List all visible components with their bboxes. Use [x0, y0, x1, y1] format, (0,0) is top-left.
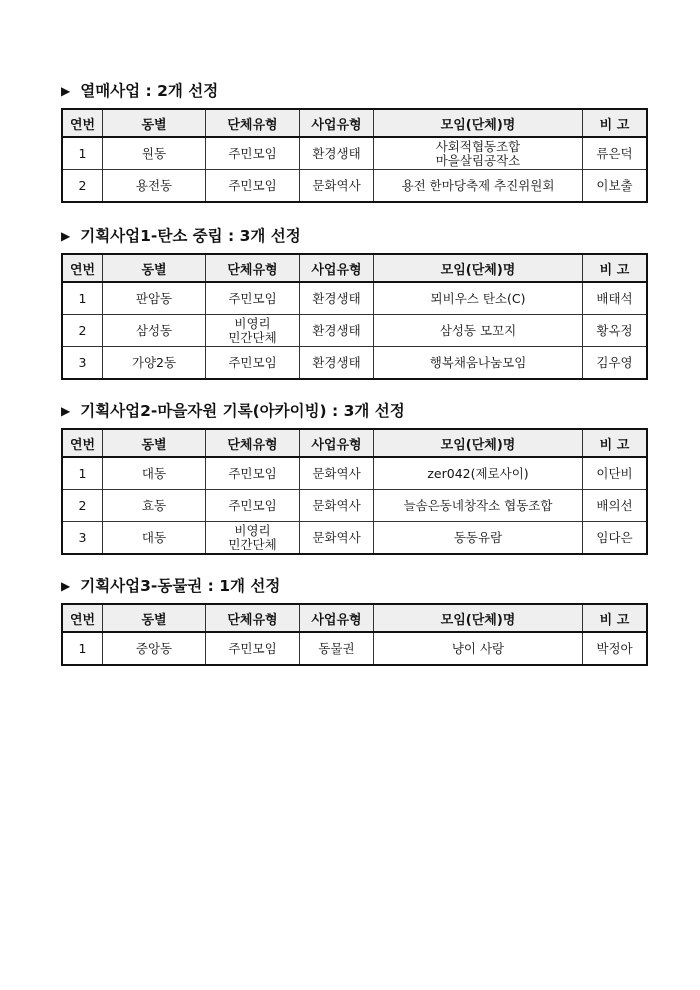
col-business-type-cell: 환경생태 — [300, 137, 374, 170]
table-row — [62, 282, 647, 315]
selection-table — [61, 603, 648, 666]
table-row — [62, 490, 647, 522]
col-group-type-line: 비영리 — [234, 522, 271, 538]
col-number-cell: 3 — [62, 522, 103, 555]
table-row — [62, 315, 647, 347]
col-note-cell: 배의선 — [583, 490, 648, 522]
col-group-type-header: 단체유형 — [206, 429, 300, 457]
table-row — [62, 522, 647, 555]
col-group-name-cell — [374, 457, 583, 490]
col-group-name-cell — [374, 522, 583, 555]
col-business-type-cell: 문화역사 — [300, 457, 374, 490]
col-group-type-line: 주민모임 — [228, 177, 277, 193]
col-group-type-cell — [206, 632, 300, 665]
col-business-type-cell: 동물권 — [300, 632, 374, 665]
col-dong-cell: 중앙동 — [103, 632, 206, 665]
col-number-cell: 1 — [62, 137, 103, 170]
col-group-name-line: 행복채움나눔모임 — [429, 354, 527, 370]
col-group-type-line: 주민모임 — [228, 290, 277, 306]
col-group-name-line: 동동유람 — [453, 529, 503, 545]
section-title: ▶ 기획사업3-동물권 : 1개 선정 — [61, 577, 281, 595]
col-business-type-header: 사업유형 — [300, 429, 374, 457]
col-note-cell: 박정아 — [583, 632, 648, 665]
col-note-header: 비 고 — [583, 109, 648, 137]
col-business-type-cell: 문화역사 — [300, 522, 374, 555]
col-group-name-line: zer042(제로사이) — [427, 465, 529, 481]
table-header-row — [62, 604, 647, 632]
selection-table — [61, 253, 648, 380]
col-note-cell: 김우영 — [583, 347, 648, 380]
col-group-type-cell — [206, 170, 300, 203]
col-business-type-header: 사업유형 — [300, 604, 374, 632]
col-note-cell: 류은덕 — [583, 137, 648, 170]
table-row — [62, 347, 647, 380]
col-number-cell: 1 — [62, 632, 103, 665]
col-group-type-cell — [206, 137, 300, 170]
col-group-type-cell — [206, 347, 300, 380]
section-planning-animal-rights — [61, 575, 639, 666]
section-title: ▶ 기획사업1-탄소 중립 : 3개 선정 — [61, 227, 301, 245]
col-group-name-header: 모임(단체)명 — [374, 604, 583, 632]
col-dong-cell: 용전동 — [103, 170, 206, 203]
col-group-type-cell — [206, 282, 300, 315]
col-group-type-header: 단체유형 — [206, 109, 300, 137]
col-number-header: 연번 — [62, 604, 103, 632]
col-group-name-header: 모임(단체)명 — [374, 429, 583, 457]
col-dong-cell: 가양2동 — [103, 347, 206, 380]
col-dong-header: 동별 — [103, 254, 206, 282]
col-number-header: 연번 — [62, 429, 103, 457]
col-note-header: 비 고 — [583, 604, 648, 632]
col-group-name-header: 모임(단체)명 — [374, 254, 583, 282]
section-planning-archiving — [61, 400, 639, 555]
col-note-cell: 이단비 — [583, 457, 648, 490]
col-group-name-cell — [374, 170, 583, 203]
section-planning-carbon — [61, 225, 639, 380]
col-group-name-cell — [374, 490, 583, 522]
col-group-type-line: 주민모임 — [228, 497, 277, 513]
col-number-cell: 2 — [62, 490, 103, 522]
col-group-name-cell — [374, 282, 583, 315]
selection-table — [61, 428, 648, 555]
col-group-type-line: 주민모임 — [228, 640, 277, 656]
table-header-row — [62, 109, 647, 137]
col-group-name-cell — [374, 137, 583, 170]
col-dong-cell: 효동 — [103, 490, 206, 522]
col-group-name-line: 뫼비우스 탄소(C) — [430, 290, 526, 306]
table-header-row — [62, 429, 647, 457]
section-title: ▶ 열매사업 : 2개 선정 — [61, 82, 219, 100]
col-group-type-cell — [206, 490, 300, 522]
col-business-type-cell: 문화역사 — [300, 490, 374, 522]
col-note-header: 비 고 — [583, 429, 648, 457]
col-group-type-line: 민간단체 — [228, 329, 277, 345]
col-number-header: 연번 — [62, 109, 103, 137]
table-header-row — [62, 254, 647, 282]
col-business-type-cell: 문화역사 — [300, 170, 374, 203]
col-group-name-cell — [374, 347, 583, 380]
triangle-bullet-icon: ▶ — [61, 579, 71, 593]
triangle-bullet-icon: ▶ — [61, 84, 71, 98]
triangle-bullet-icon: ▶ — [61, 229, 71, 243]
col-dong-cell: 삼성동 — [103, 315, 206, 347]
col-note-cell: 이보출 — [583, 170, 648, 203]
col-business-type-cell: 환경생태 — [300, 315, 374, 347]
col-note-cell: 임다은 — [583, 522, 648, 555]
col-note-cell: 배태석 — [583, 282, 648, 315]
col-number-cell: 2 — [62, 315, 103, 347]
col-group-name-cell — [374, 632, 583, 665]
col-group-name-line: 용전 한마당축제 추진위원회 — [401, 177, 555, 193]
section-fruit-project — [61, 80, 639, 203]
col-group-type-line: 민간단체 — [228, 536, 277, 552]
col-group-type-line: 주민모임 — [228, 354, 277, 370]
col-group-type-line: 주민모임 — [228, 465, 277, 481]
col-group-type-cell — [206, 457, 300, 490]
col-group-name-line: 마을살림공작소 — [435, 152, 521, 168]
table-row — [62, 632, 647, 665]
col-dong-cell: 대동 — [103, 522, 206, 555]
col-group-type-line: 비영리 — [234, 315, 271, 331]
col-group-name-line: 냥이 사랑 — [451, 640, 505, 656]
col-number-cell: 3 — [62, 347, 103, 380]
col-note-cell: 황옥정 — [583, 315, 648, 347]
col-group-name-cell — [374, 315, 583, 347]
col-group-name-line: 늘솜은동네창작소 협동조합 — [403, 497, 553, 513]
col-business-type-cell: 환경생태 — [300, 282, 374, 315]
col-group-type-cell — [206, 315, 300, 347]
col-group-type-header: 단체유형 — [206, 254, 300, 282]
col-dong-header: 동별 — [103, 109, 206, 137]
col-group-type-header: 단체유형 — [206, 604, 300, 632]
col-number-cell: 2 — [62, 170, 103, 203]
table-row — [62, 137, 647, 170]
col-number-header: 연번 — [62, 254, 103, 282]
col-number-cell: 1 — [62, 282, 103, 315]
col-dong-cell: 원동 — [103, 137, 206, 170]
selection-table — [61, 108, 648, 203]
section-title: ▶ 기획사업2-마을자원 기록(아카이빙) : 3개 선정 — [61, 402, 405, 420]
col-group-name-line: 삼성동 모꼬지 — [439, 322, 517, 338]
col-dong-cell: 판암동 — [103, 282, 206, 315]
table-row — [62, 457, 647, 490]
col-note-header: 비 고 — [583, 254, 648, 282]
col-group-type-cell — [206, 522, 300, 555]
col-number-cell: 1 — [62, 457, 103, 490]
col-group-name-line: 사회적협동조합 — [435, 138, 521, 154]
col-dong-header: 동별 — [103, 604, 206, 632]
col-group-type-line: 주민모임 — [228, 145, 277, 161]
col-business-type-header: 사업유형 — [300, 254, 374, 282]
table-row — [62, 170, 647, 203]
col-group-name-header: 모임(단체)명 — [374, 109, 583, 137]
triangle-bullet-icon: ▶ — [61, 404, 71, 418]
col-dong-header: 동별 — [103, 429, 206, 457]
col-dong-cell: 대동 — [103, 457, 206, 490]
col-business-type-cell: 환경생태 — [300, 347, 374, 380]
col-business-type-header: 사업유형 — [300, 109, 374, 137]
